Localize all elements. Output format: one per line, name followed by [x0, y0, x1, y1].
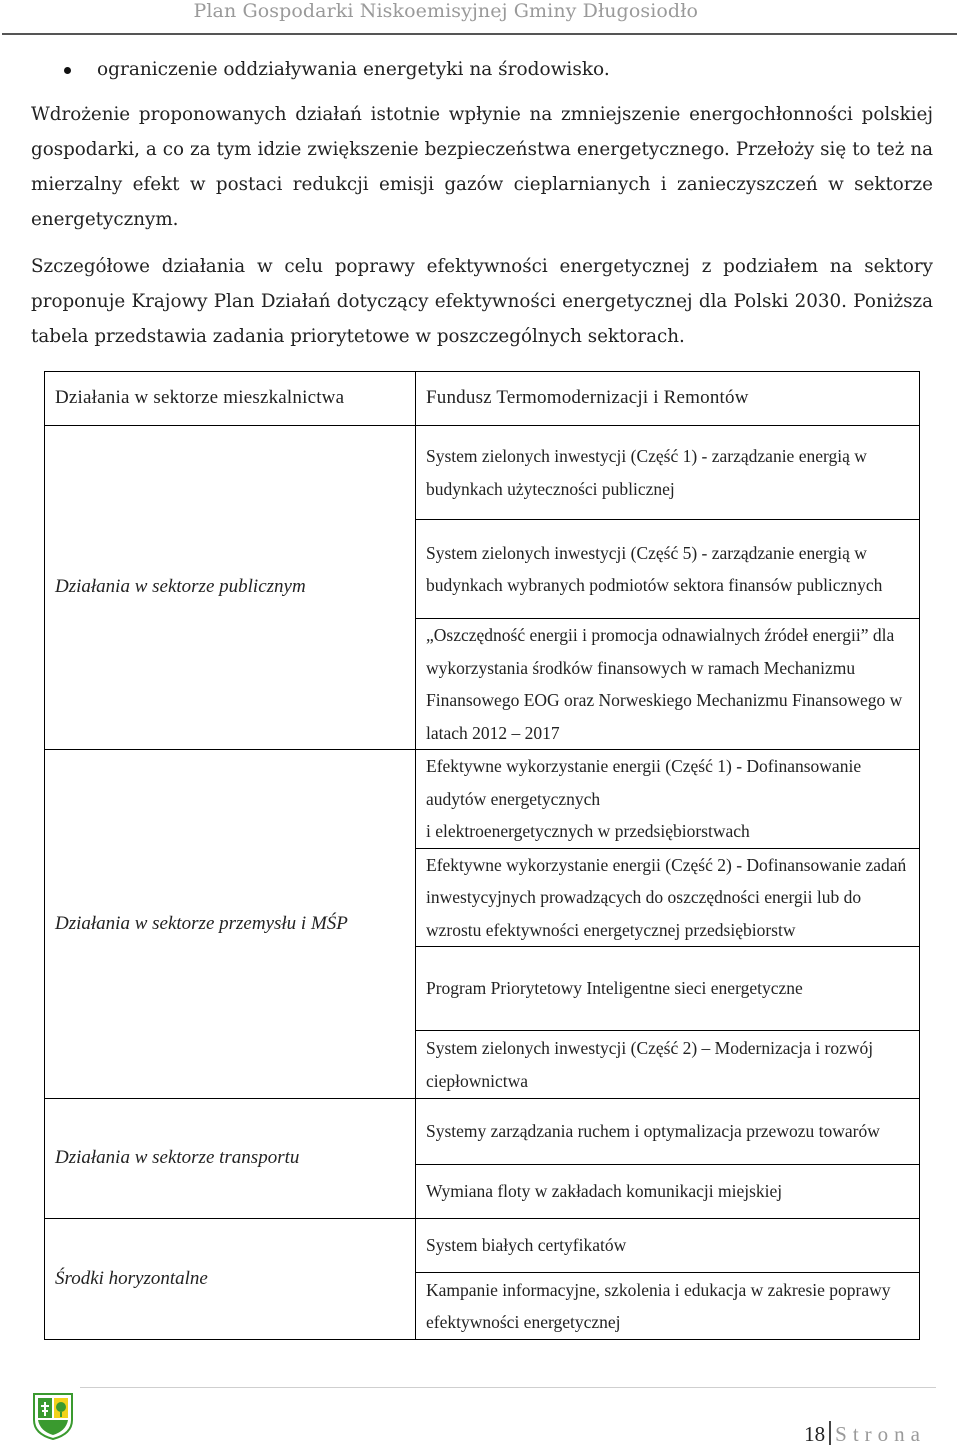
action-text: i elektroenergetycznych w przedsiębiorstwach [426, 821, 750, 841]
bullet-item: ograniczenie oddziaływania energetyki na środowisko. [97, 59, 610, 80]
paragraph-intro: Wdrożenie proponowanych działań istotnie wpłynie na zmniejszenie energochłonności polskiej gospodarki, a co za tym idzie zwiększenie bezpieczeństwa energetycznego. Przełoży się to też na mierzalny efekt w postaci redukcji emisji gazów cieplarnianych i zanieczyszczeń w sektorze energetycznym. [31, 104, 933, 230]
page-label: Strona [835, 1422, 926, 1446]
action-cell: Fundusz Termomodernizacji i Remontów [416, 372, 920, 426]
action-cell [416, 750, 920, 849]
table-row [45, 1219, 920, 1273]
table-row [45, 1099, 920, 1165]
action-cell: Wymiana floty w zakładach komunikacji miejskiej [416, 1165, 920, 1219]
action-cell: System zielonych inwestycji (Część 1) - zarządzanie energią w budynkach użyteczności publicznej [416, 426, 920, 520]
municipality-logo-icon [30, 1390, 76, 1440]
footer-divider [80, 1387, 936, 1388]
table-row [45, 372, 920, 426]
page-number-separator [829, 1421, 831, 1445]
paragraph-table-intro: Szczegółowe działania w celu poprawy efektywności energetycznej z podziałem na sektory proponuje Krajowy Plan Działań dotyczący efektywności energetycznej dla Polski 2030. Poniższa tabela przedstawia zadania priorytetowe w poszczególnych sektorach. [31, 256, 933, 347]
action-cell: Program Priorytetowy Inteligentne sieci energetyczne [416, 947, 920, 1031]
action-cell: System zielonych inwestycji (Część 2) – Modernizacja i rozwój ciepłownictwa [416, 1031, 920, 1099]
action-cell: System białych certyfikatów [416, 1219, 920, 1273]
action-cell: Kampanie informacyjne, szkolenia i edukacja w zakresie poprawy efektywności energetycznej [416, 1273, 920, 1340]
header-divider [2, 33, 957, 35]
priority-actions-table [44, 371, 920, 1340]
document-title: Plan Gospodarki Niskoemisyjnej Gminy Długosiodło [193, 0, 698, 22]
sector-public: Działania w sektorze publicznym [45, 426, 416, 750]
action-cell: „Oszczędność energii i promocja odnawialnych źródeł energii” dla wykorzystania środków finansowych w ramach Mechanizmu Finansowego EOG oraz Norweskiego Mechanizmu Finansowego w latach 2012 – 2017 [416, 619, 920, 750]
page-header [0, 0, 960, 36]
page-number-value: 18 [804, 1422, 826, 1446]
table-row [45, 426, 920, 520]
action-cell: System zielonych inwestycji (Część 5) - zarządzanie energią w budynkach wybranych podmiotów sektora finansów publicznych [416, 520, 920, 619]
sector-transport: Działania w sektorze transportu [45, 1099, 416, 1219]
action-cell: Systemy zarządzania ruchem i optymalizacja przewozu towarów [416, 1099, 920, 1165]
action-text: Efektywne wykorzystanie energii (Część 1) - Dofinansowanie audytów energetycznych [426, 756, 862, 809]
sector-industry: Działania w sektorze przemysłu i MŚP [45, 750, 416, 1099]
table-row [45, 750, 920, 849]
bullet-icon [64, 67, 71, 74]
page-number [804, 1421, 926, 1447]
action-cell: Efektywne wykorzystanie energii (Część 2) - Dofinansowanie zadań inwestycyjnych prowadzących do oszczędności energii lub do wzrostu efektywności energetycznej przedsiębiorstw [416, 848, 920, 947]
sector-horizontal: Środki horyzontalne [45, 1219, 416, 1340]
sector-housing: Działania w sektorze mieszkalnictwa [45, 372, 416, 426]
